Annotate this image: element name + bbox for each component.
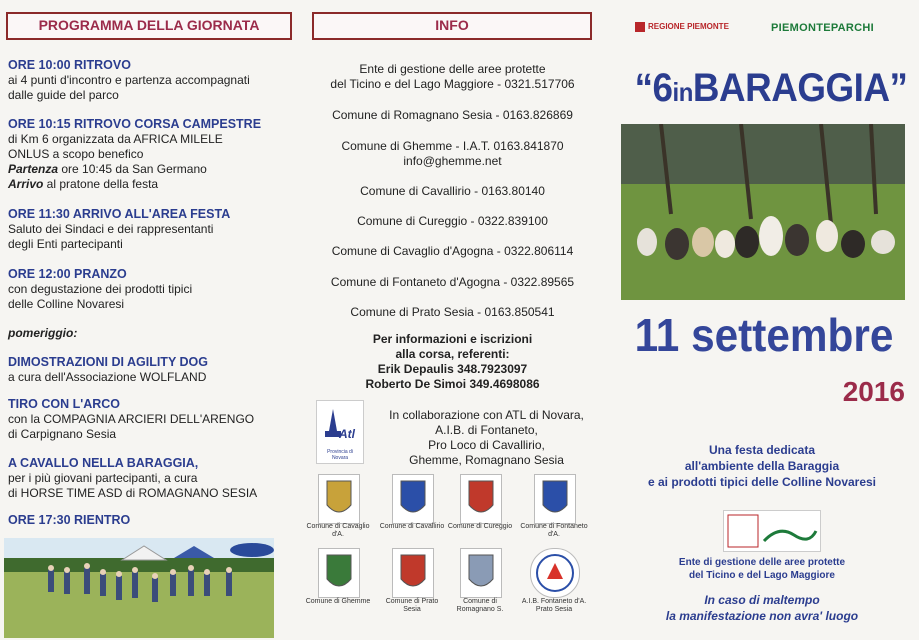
partenza-label: Partenza — [8, 162, 59, 176]
crest-label: Comune di Romagnano S. — [456, 598, 504, 613]
regione-icon — [635, 22, 645, 32]
crest-fontaneto-icon — [534, 474, 576, 524]
event-time: ORE 10:15 RITROVO CORSA CAMPESTRE — [8, 117, 262, 131]
contact-cureggio: Comune di Cureggio - 0322.839100 — [357, 214, 548, 228]
contact-ente-2: del Ticino e del Lago Maggiore - 0321.517706 — [330, 77, 575, 91]
collab-line-3: Pro Loco di Cavallirio, — [428, 438, 545, 452]
event-line: di Carpignano Sesia — [8, 427, 117, 441]
info-heading: INFO — [312, 12, 592, 40]
contact-prato: Comune di Prato Sesia - 0163.850541 — [350, 305, 555, 319]
crest-cureggio-icon — [460, 474, 502, 524]
event-year: 2016 — [842, 376, 905, 407]
event-line: dalle guide del parco — [8, 88, 119, 102]
crest-aib-icon — [530, 548, 580, 598]
event-date: 11 settembre — [634, 309, 894, 361]
pomeriggio-label: pomeriggio: — [8, 326, 78, 340]
event-time: DIMOSTRAZIONI DI AGILITY DOG — [8, 355, 208, 369]
ente-line-2: del Ticino e del Lago Maggiore — [689, 570, 835, 581]
event-line-partenza — [8, 162, 298, 177]
ente-line-1: Ente di gestione delle aree protette — [678, 557, 846, 568]
atl-logo-text: Atl — [339, 427, 355, 441]
dogs-photo — [621, 124, 905, 300]
ente-parco-logo — [723, 510, 821, 552]
crest-label: Comune di Cavaglio d'A. — [306, 523, 370, 538]
event-line: per i più giovani partecipanti, a cura — [8, 471, 198, 485]
contact-ghemme-email: info@ghemme.net — [403, 154, 502, 168]
arrivo-label: Arrivo — [8, 177, 44, 191]
crest-label: A.I.B. Fontaneto d'A. Prato Sesia — [521, 598, 587, 613]
crest-cavallirio-icon — [392, 474, 434, 524]
referenti-line-4: Roberto De Simoi 349.4698086 — [365, 377, 540, 391]
festa-photo-illustration — [4, 538, 274, 638]
programma-heading: PROGRAMMA DELLA GIORNATA — [6, 12, 292, 40]
event-line-arrivo — [8, 177, 298, 192]
event-time: ORE 17:30 RIENTRO — [8, 513, 131, 527]
event-time: ORE 11:30 ARRIVO ALL'AREA FESTA — [8, 207, 231, 221]
regione-piemonte-logo: REGIONE PIEMONTE — [635, 22, 729, 32]
contact-cavaglio: Comune di Cavaglio d'Agogna - 0322.806114 — [331, 244, 574, 258]
crest-label: Comune di Cureggio — [447, 523, 513, 530]
contact-ente-1: Ente di gestione delle aree protette — [359, 62, 546, 76]
event-line: a cura dell'Associazione WOLFLAND — [8, 370, 207, 384]
event-line: ai 4 punti d'incontro e partenza accompagnati — [8, 73, 250, 87]
event-agility — [8, 355, 298, 385]
event-cavallo — [8, 456, 298, 501]
collab-line-4: Ghemme, Romagnano Sesia — [409, 453, 564, 467]
event-time: ORE 12:00 PRANZO — [8, 267, 127, 281]
partenza-text: ore 10:45 da San Germano — [58, 162, 207, 176]
event-line: delle Colline Novaresi — [8, 297, 125, 311]
event-rientro — [8, 513, 298, 528]
programma-column — [0, 0, 300, 640]
festa-photo — [4, 538, 274, 638]
event-arrivo-festa — [8, 207, 298, 252]
contact-romagnano: Comune di Romagnano Sesia - 0163.826869 — [332, 108, 573, 122]
crest-romagnano-icon — [460, 548, 502, 598]
event-line: con la COMPAGNIA ARCIERI DELL'ARENGO — [8, 412, 255, 426]
atl-logo — [316, 400, 364, 464]
event-time: ORE 10:00 RITROVO — [8, 58, 131, 72]
event-line: con degustazione dei prodotti tipici — [8, 282, 193, 296]
event-line: Saluto dei Sindaci e dei rappresentanti — [8, 222, 214, 236]
event-line: degli Enti partecipanti — [8, 237, 123, 251]
event-line: di HORSE TIME ASD di ROMAGNANO SESIA — [8, 486, 258, 500]
contact-ghemme: Comune di Ghemme - I.A.T. 0163.841870 — [341, 139, 564, 153]
crest-label: Comune di Ghemme — [305, 598, 371, 605]
event-line: ONLUS a scopo benefico — [8, 147, 144, 161]
event-time: A CAVALLO NELLA BARAGGIA, — [8, 456, 199, 470]
maltempo-line-1: In caso di maltempo — [704, 593, 820, 607]
atl-logo-sub: Provincia di Novara — [327, 449, 353, 461]
crest-label: Comune di Fontaneto d'A. — [520, 523, 588, 538]
collab-line-1: In collaborazione con ATL di Novara, — [389, 408, 584, 422]
tagline-1: Una festa dedicata — [708, 443, 816, 457]
event-ritrovo — [8, 58, 298, 103]
crest-ghemme-icon — [318, 548, 360, 598]
crest-label: Comune di Prato Sesia — [385, 598, 439, 613]
referenti-line-3: Erik Depaulis 348.7923097 — [377, 362, 528, 376]
event-pranzo — [8, 267, 298, 312]
tagline-3: e ai prodotti tipici delle Colline Novaresi — [647, 475, 877, 489]
crest-prato-icon — [392, 548, 434, 598]
event-time: TIRO CON L'ARCO — [8, 397, 120, 411]
event-arco — [8, 397, 298, 442]
cover-column — [605, 0, 919, 640]
dogs-photo-illustration — [621, 124, 905, 300]
event-title: “6inBARAGGIA” — [634, 66, 908, 110]
event-corsa — [8, 117, 298, 192]
contact-fontaneto: Comune di Fontaneto d'Agogna - 0322.89565 — [330, 275, 575, 289]
referenti-line-1: Per informazioni e iscrizioni — [372, 332, 533, 346]
tagline-2: all'ambiente della Baraggia — [684, 459, 840, 473]
crest-label: Comune di Cavallirio — [379, 523, 445, 530]
piemonteparchi-logo: PIEMONTEPARCHI — [771, 22, 875, 34]
referenti-line-2: alla corsa, referenti: — [395, 347, 510, 361]
event-line: di Km 6 organizzata da AFRICA MILELE — [8, 132, 223, 146]
crest-cavaglio-icon — [318, 474, 360, 524]
contact-cavallirio: Comune di Cavallirio - 0163.80140 — [360, 184, 545, 198]
collab-line-2: A.I.B. di Fontaneto, — [435, 423, 538, 437]
ente-parco-logo-mark — [724, 511, 820, 551]
info-column — [300, 0, 605, 640]
maltempo-line-2: la manifestazione non avra' luogo — [665, 609, 859, 623]
arrivo-text: al pratone della festa — [43, 177, 159, 191]
